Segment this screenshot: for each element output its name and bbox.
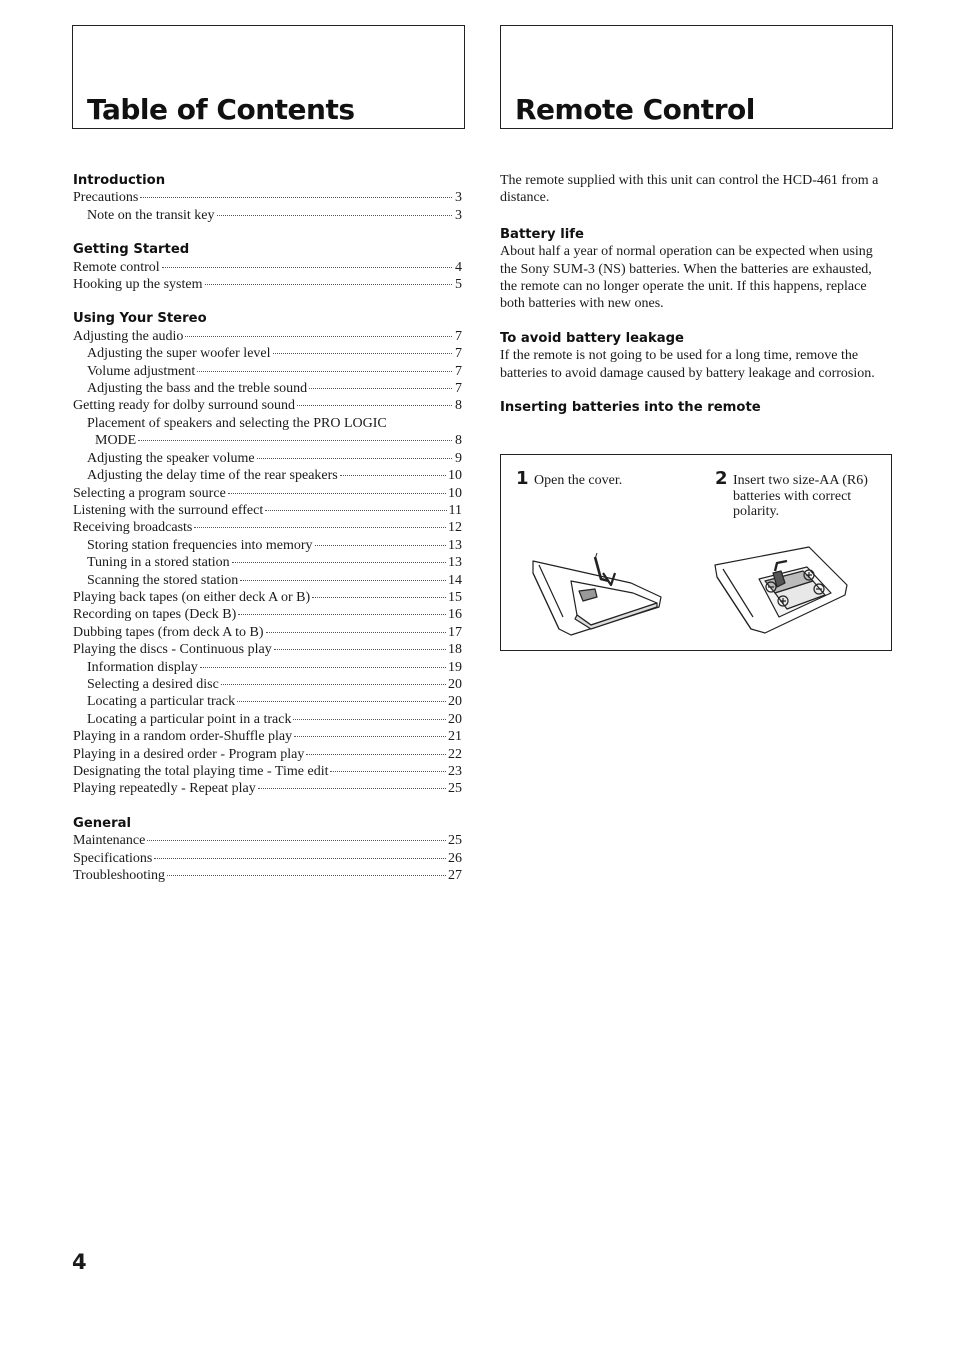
- leader-dots: [240, 580, 446, 581]
- toc-page-number: 16: [448, 607, 462, 623]
- toc-section-heading: Introduction: [73, 173, 166, 188]
- toc-entry-text: Remote control: [73, 259, 160, 275]
- toc-entry-text: Tuning in a stored station: [87, 555, 230, 571]
- toc-page-number: 3: [455, 207, 462, 223]
- toc-entry-text: Receiving broadcasts: [73, 520, 193, 536]
- step-2-text: Insert two size-AA (R6) batteries with correct polarity.: [733, 473, 868, 519]
- toc-entry-text: Adjusting the audio: [73, 328, 184, 344]
- leader-dots: [200, 667, 446, 668]
- toc-entry: [73, 624, 462, 641]
- toc-entry: [73, 659, 462, 676]
- leader-dots: [309, 388, 452, 389]
- leader-dots: [258, 788, 446, 789]
- toc-entry: [73, 850, 462, 867]
- toc-entry-text: Selecting a program source: [73, 485, 226, 501]
- toc-page-number: 10: [448, 485, 462, 501]
- leader-dots: [274, 649, 446, 650]
- toc-entry-text: Volume adjustment: [87, 363, 196, 379]
- toc-page-number: 18: [448, 642, 462, 658]
- leader-dots: [330, 771, 446, 772]
- toc-entry: [73, 676, 462, 693]
- toc-entry: [73, 467, 462, 484]
- toc-page-number: 15: [448, 589, 462, 605]
- toc-entry: [73, 572, 462, 589]
- toc-page-number: 21: [448, 729, 462, 745]
- toc-entry: [73, 763, 462, 780]
- toc-entry-text: Playing the discs - Continuous play: [73, 642, 272, 658]
- battery-steps-box: [500, 454, 892, 651]
- toc-page-number: 13: [448, 537, 462, 553]
- toc-entry: [73, 746, 462, 763]
- table-of-contents: [73, 172, 462, 901]
- toc-page-number: 8: [455, 433, 462, 449]
- toc-entry: [73, 641, 462, 658]
- toc-section: [73, 815, 462, 885]
- battery-life-body: About half a year of normal operation can be expected when using the Sony SUM-3 (NS) batteries. When the batteries are exhausted, the remote can no longer operate the unit. If this happens, replace both batteries with new ones.: [500, 244, 873, 312]
- step-2: [715, 468, 887, 520]
- step-1-text: Open the cover.: [534, 473, 623, 488]
- leader-dots: [257, 458, 452, 459]
- toc-entry: [73, 485, 462, 502]
- toc-entry-continuation: [73, 432, 462, 449]
- leader-dots: [265, 510, 446, 511]
- leader-dots: [140, 197, 452, 198]
- leader-dots: [297, 405, 452, 406]
- leader-dots: [306, 754, 446, 755]
- toc-page-number: 3: [455, 190, 462, 206]
- toc-entry: [73, 450, 462, 467]
- leader-dots: [312, 597, 446, 598]
- toc-entry-text: Selecting a desired disc: [87, 676, 219, 692]
- toc-entry-text: Playing in a random order-Shuffle play: [73, 729, 293, 745]
- toc-entry-text: MODE: [95, 433, 137, 449]
- toc-entry: [73, 328, 462, 345]
- toc-page-number: 5: [455, 277, 462, 293]
- toc-title: Table of Contents: [87, 93, 355, 126]
- toc-entry-text: Locating a particular track: [87, 694, 236, 710]
- toc-entry: [73, 554, 462, 571]
- leader-dots: [266, 632, 446, 633]
- leader-dots: [138, 440, 452, 441]
- leader-dots: [294, 736, 446, 737]
- toc-entry: [73, 502, 462, 519]
- step-2-number: 2: [715, 468, 728, 489]
- leader-dots: [217, 215, 452, 216]
- toc-entry: [73, 693, 462, 710]
- toc-page-number: 17: [448, 624, 462, 640]
- remote-title: Remote Control: [515, 93, 755, 126]
- toc-entry-text: Playing in a desired order - Program play: [73, 746, 305, 762]
- toc-entry-text: Adjusting the speaker volume: [87, 450, 255, 466]
- toc-entry-text: Adjusting the delay time of the rear speakers: [87, 468, 338, 484]
- toc-entry: [73, 415, 462, 432]
- toc-page-number: 4: [455, 259, 462, 275]
- leader-dots: [185, 336, 452, 337]
- toc-entry-text: Scanning the stored station: [87, 572, 239, 588]
- remote-control-section: [500, 172, 892, 433]
- toc-entry: [73, 589, 462, 606]
- toc-page-number: 7: [455, 346, 462, 362]
- leader-dots: [238, 614, 446, 615]
- toc-section-heading: Getting Started: [73, 242, 190, 258]
- toc-page-number: 27: [448, 868, 462, 884]
- leader-dots: [315, 545, 446, 546]
- leader-dots: [205, 284, 453, 285]
- toc-page-number: 22: [448, 746, 462, 762]
- toc-page-number: 10: [448, 468, 462, 484]
- toc-page-number: 25: [448, 833, 462, 849]
- toc-entry: [73, 380, 462, 397]
- toc-page-number: 8: [455, 398, 462, 414]
- toc-entry-text: Listening with the surround effect: [73, 502, 264, 518]
- leader-dots: [167, 875, 446, 876]
- toc-section: [73, 241, 462, 293]
- toc-entry: [73, 397, 462, 414]
- step-1-number: 1: [516, 468, 529, 489]
- toc-page-number: 19: [448, 659, 462, 675]
- toc-entry: [73, 189, 462, 206]
- toc-entry-text: Hooking up the system: [73, 277, 203, 293]
- toc-entry-text: Playing back tapes (on either deck A or B): [73, 589, 311, 605]
- leader-dots: [273, 353, 452, 354]
- toc-page-number: 26: [448, 850, 462, 866]
- leader-dots: [154, 858, 446, 859]
- leader-dots: [162, 267, 452, 268]
- toc-entry-text: Designating the total playing time - Time edit: [73, 764, 329, 779]
- toc-entry-text: Note on the transit key: [87, 207, 215, 223]
- toc-page-number: 7: [455, 381, 462, 397]
- leader-dots: [194, 527, 446, 528]
- page-number: 4: [72, 1250, 87, 1274]
- toc-entry: [73, 728, 462, 745]
- remote-intro: The remote supplied with this unit can control the HCD-461 from a distance.: [500, 173, 879, 206]
- toc-entry-text: Adjusting the super woofer level: [87, 346, 271, 362]
- leakage-heading: To avoid battery leakage: [500, 330, 684, 346]
- leader-dots: [293, 719, 446, 720]
- toc-page-number: 13: [448, 555, 462, 571]
- leader-dots: [237, 701, 446, 702]
- leader-dots: [228, 493, 446, 494]
- toc-page-number: 14: [448, 572, 462, 588]
- toc-page-number: 25: [448, 781, 462, 797]
- toc-entry: [73, 259, 462, 276]
- toc-entry: [73, 363, 462, 380]
- toc-entry-text: Placement of speakers and selecting the PRO LOGIC: [87, 415, 387, 431]
- leader-dots: [221, 684, 446, 685]
- toc-entry: [73, 867, 462, 884]
- leader-dots: [197, 371, 452, 372]
- toc-page-number: 20: [448, 694, 462, 710]
- toc-page-number: 23: [448, 764, 462, 779]
- insert-batteries-illustration: [713, 543, 853, 638]
- toc-entry-text: Recording on tapes (Deck B): [73, 607, 237, 623]
- toc-page-number: 11: [448, 502, 462, 518]
- toc-page-number: 7: [455, 328, 462, 344]
- toc-entry-text: Maintenance: [73, 833, 146, 849]
- toc-section-heading: General: [73, 815, 132, 831]
- leader-dots: [232, 562, 446, 563]
- toc-page-number: 20: [448, 711, 462, 727]
- toc-page-number: 12: [448, 520, 462, 536]
- toc-page-number: 9: [455, 450, 462, 466]
- inserting-heading: Inserting batteries into the remote: [500, 400, 761, 416]
- toc-entry-text: Locating a particular point in a track: [87, 711, 292, 727]
- toc-section-heading: Using Your Stereo: [73, 311, 207, 327]
- toc-section: [73, 172, 462, 224]
- toc-entry-text: Precautions: [73, 190, 139, 206]
- toc-entry-text: Storing station frequencies into memory: [87, 537, 313, 553]
- toc-entry: [73, 832, 462, 849]
- toc-entry: [73, 207, 462, 224]
- toc-entry: [73, 537, 462, 554]
- step-1: [516, 468, 686, 489]
- leakage-body: If the remote is not going to be used for a long time, remove the batteries to avoid damage caused by battery leakage and corrosion.: [500, 348, 875, 381]
- leader-dots: [147, 840, 446, 841]
- toc-title-box: [72, 25, 465, 129]
- toc-entry: [73, 345, 462, 362]
- toc-entry-text: Troubleshooting: [73, 868, 166, 884]
- toc-page-number: 20: [448, 676, 462, 692]
- toc-entry-text: Getting ready for dolby surround sound: [73, 398, 296, 414]
- toc-entry: [73, 606, 462, 623]
- toc-entry-text: Playing repeatedly - Repeat play: [73, 781, 256, 797]
- toc-entry: [73, 711, 462, 728]
- toc-entry-text: Adjusting the bass and the treble sound: [87, 381, 308, 397]
- toc-entry-text: Dubbing tapes (from deck A to B): [73, 624, 264, 640]
- leader-dots: [340, 475, 446, 476]
- open-cover-illustration: [531, 551, 666, 636]
- remote-title-box: [500, 25, 893, 129]
- toc-entry: [73, 276, 462, 293]
- toc-entry: [73, 780, 462, 797]
- toc-section: [73, 310, 462, 797]
- battery-life-heading: Battery life: [500, 226, 584, 242]
- toc-entry-text: Information display: [87, 659, 198, 675]
- toc-entry-text: Specifications: [73, 850, 153, 866]
- toc-page-number: 7: [455, 363, 462, 379]
- toc-entry: [73, 519, 462, 536]
